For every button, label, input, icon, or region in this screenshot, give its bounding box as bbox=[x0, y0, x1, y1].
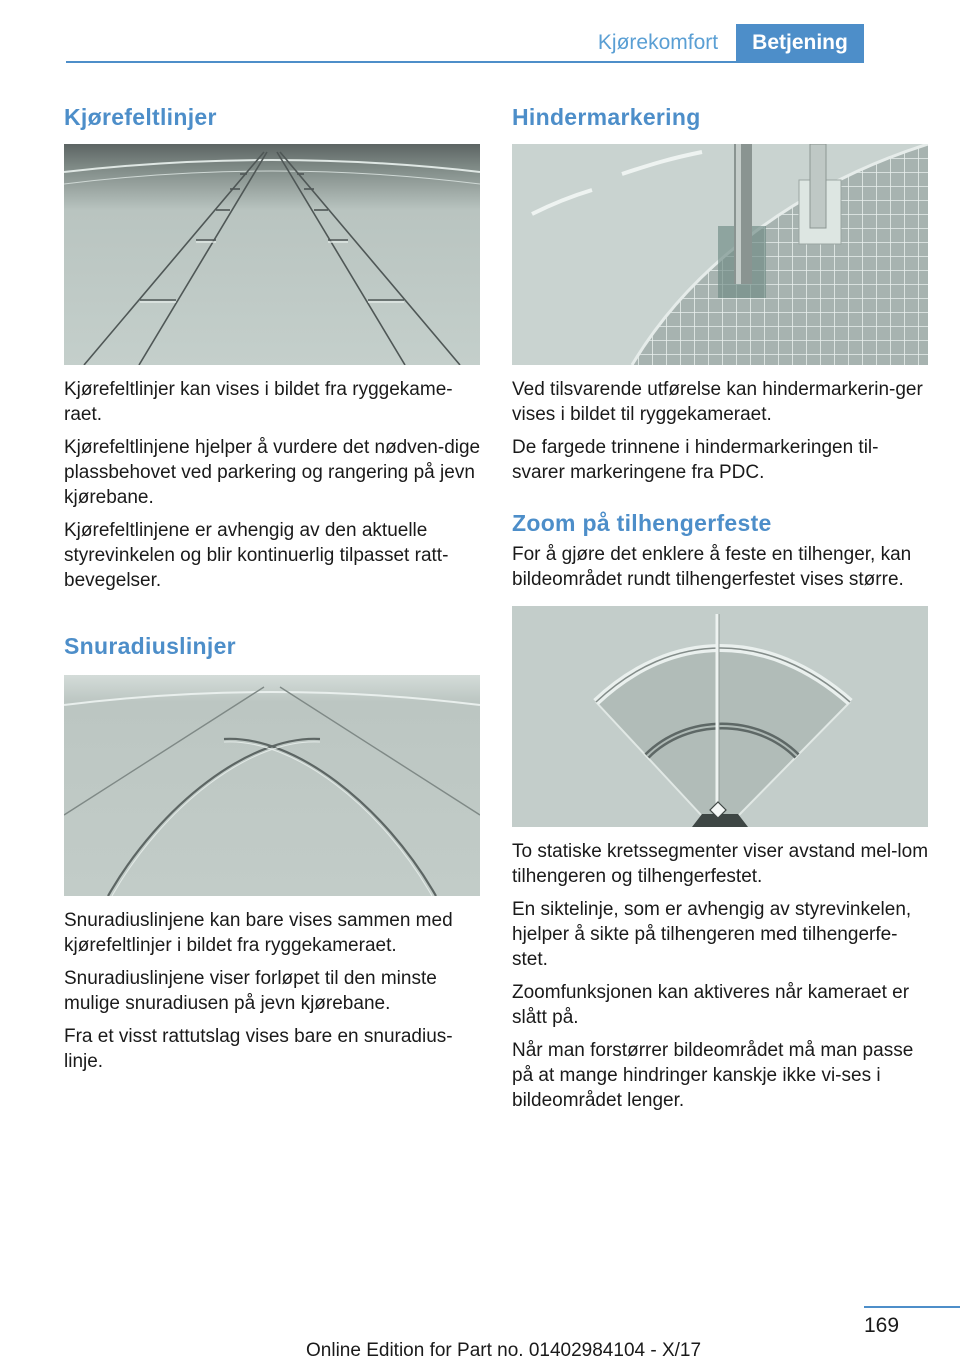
footer-rule bbox=[864, 1306, 960, 1308]
header-tab-kjorekomfort[interactable]: Kjørekomfort bbox=[597, 31, 719, 54]
heading-hindermarkering: Hindermarkering bbox=[512, 104, 701, 130]
page-number: 169 bbox=[864, 1314, 900, 1337]
right-column bbox=[512, 102, 930, 1113]
paragraph: Kjørefeltlinjene hjelper å vurdere det nødven-dige plassbehovet ved parkering og rangering på jevn kjørebane. bbox=[64, 437, 481, 508]
turning-radius-image bbox=[64, 675, 480, 896]
heading-snuradiuslinjer: Snuradiuslinjer bbox=[64, 633, 236, 659]
paragraph: To statiske kretssegmenter viser avstand mel-lom tilhengeren og tilhengerfestet. bbox=[512, 841, 929, 887]
paragraph: Kjørefeltlinjene er avhengig av den aktuelle styrevinkelen og blir kontinuerlig tilpasset ratt-bevegelser. bbox=[64, 520, 449, 591]
paragraph: Snuradiuslinjene viser forløpet til den minste mulige snuradiusen på jevn kjørebane. bbox=[64, 968, 437, 1014]
paragraph: De fargede trinnene i hindermarkeringen til-svarer markeringene fra PDC. bbox=[512, 437, 879, 483]
paragraph: For å gjøre det enklere å feste en tilhenger, kan bildeområdet rundt tilhengerfestet vises større. bbox=[512, 544, 912, 590]
page-header bbox=[0, 0, 960, 62]
header-tab-betjening[interactable]: Betjening bbox=[736, 24, 864, 62]
heading-zoom-tilhengerfeste: Zoom på tilhengerfeste bbox=[512, 510, 772, 536]
paragraph: En siktelinje, som er avhengig av styrevinkelen, hjelper å sikte på tilhengeren med tilhengerfe-stet. bbox=[512, 899, 912, 970]
header-rule bbox=[66, 61, 864, 63]
hitch-zoom-image bbox=[512, 606, 928, 827]
left-column bbox=[64, 102, 482, 1074]
paragraph: Ved tilsvarende utførelse kan hindermarkerin-ger vises i bildet til ryggekameraet. bbox=[512, 379, 923, 425]
paragraph: Når man forstørrer bildeområdet må man passe på at mange hindringer kanskje ikke vi-ses i bildeområdet lenger. bbox=[512, 1040, 914, 1111]
lane-lines-image bbox=[64, 144, 480, 365]
obstacle-marking-image bbox=[512, 144, 928, 365]
footer-edition: Online Edition for Part no. 01402984104 - X/17 bbox=[306, 1340, 702, 1361]
paragraph: Kjørefeltlinjer kan vises i bildet fra ryggekame-raet. bbox=[64, 379, 453, 425]
paragraph: Fra et visst rattutslag vises bare en snuradius-linje. bbox=[64, 1026, 453, 1072]
paragraph: Snuradiuslinjene kan bare vises sammen med kjørefeltlinjer i bildet fra ryggekameraet. bbox=[64, 910, 453, 956]
paragraph: Zoomfunksjonen kan aktiveres når kameraet er slått på. bbox=[512, 982, 910, 1028]
heading-kjorefeltlinjer: Kjørefeltlinjer bbox=[64, 104, 217, 130]
